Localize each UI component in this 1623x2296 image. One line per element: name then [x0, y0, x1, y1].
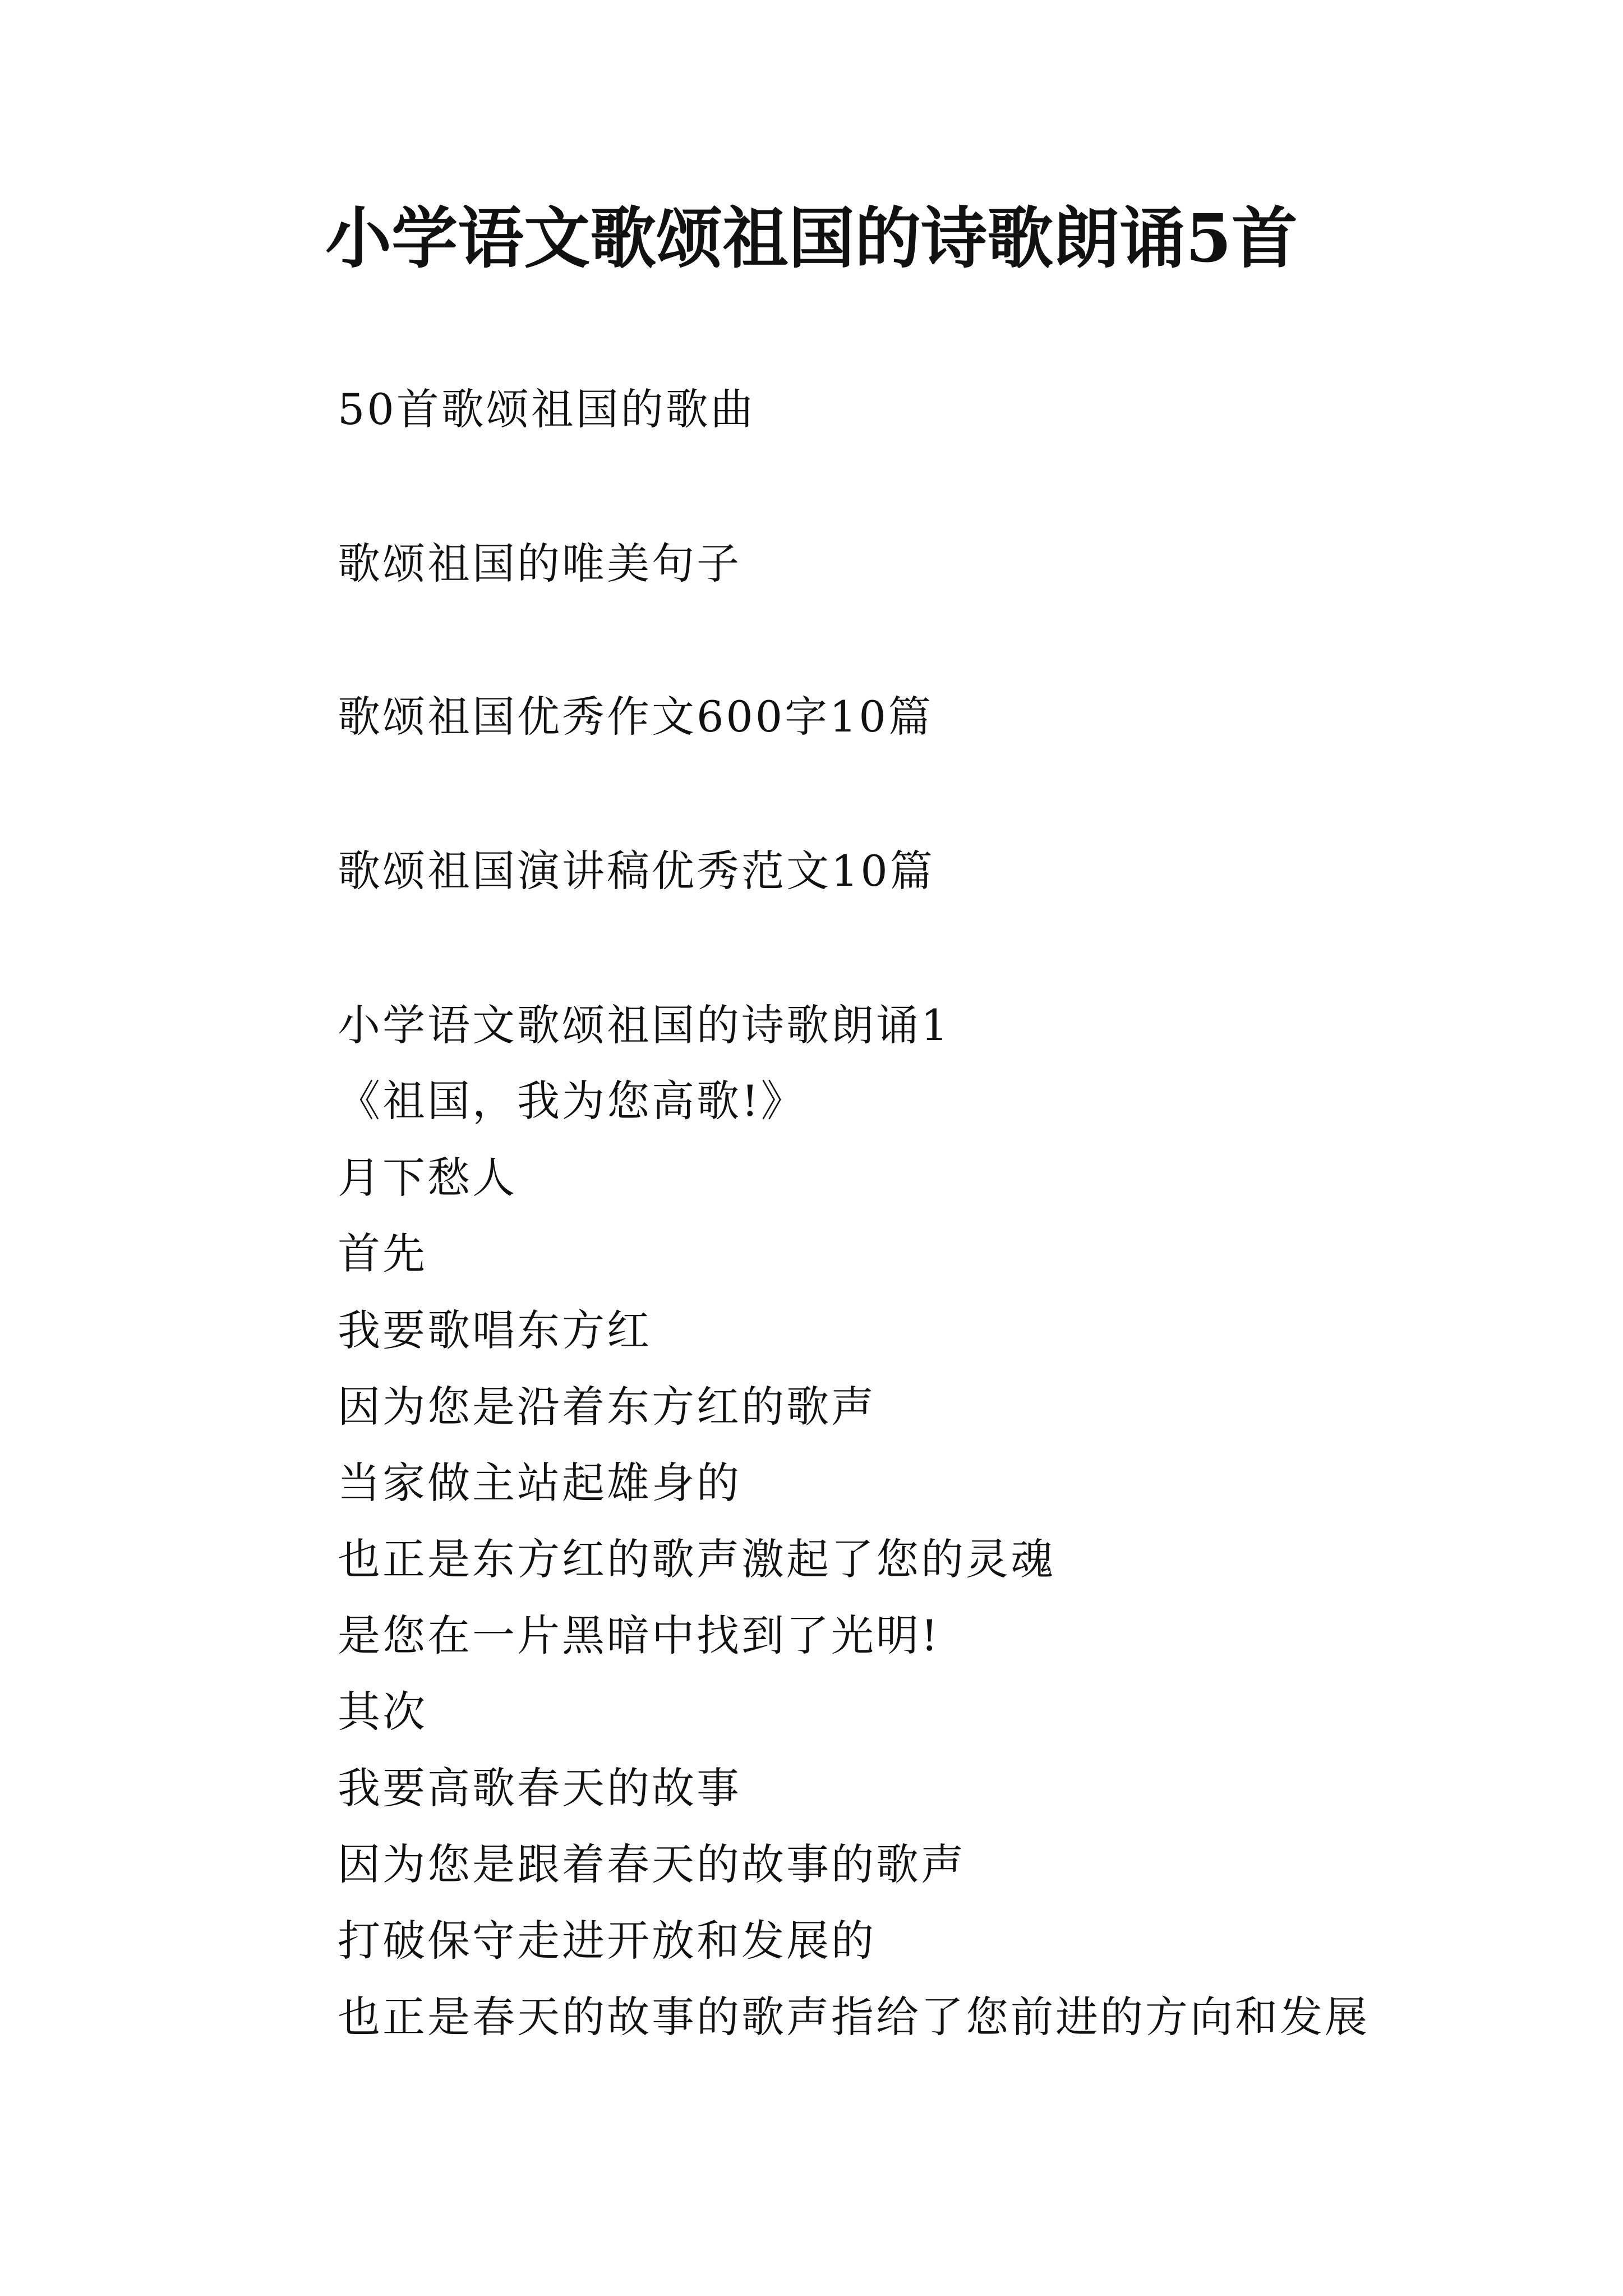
- section-heading: 小学语文歌颂祖国的诗歌朗诵1: [338, 1000, 951, 1050]
- poem-line: 其次: [338, 1687, 427, 1737]
- poem-line: 因为您是跟着春天的故事的歌声: [338, 1839, 966, 1889]
- poem-line: 因为您是沿着东方红的歌声: [338, 1382, 876, 1432]
- related-link-essays[interactable]: 歌颂祖国优秀作文600字10篇: [338, 692, 933, 742]
- page-title: 小学语文歌颂祖国的诗歌朗诵5首: [325, 199, 1298, 277]
- poem-line: 也正是春天的故事的歌声指给了您前进的方向和发展: [338, 1992, 1370, 2042]
- poem-line: 首先: [338, 1228, 427, 1278]
- related-link-songs[interactable]: 50首歌颂祖国的歌曲: [338, 384, 755, 434]
- related-link-sentences[interactable]: 歌颂祖国的唯美句子: [338, 539, 741, 588]
- poem-line: 打破保守走进开放和发展的: [338, 1916, 876, 1966]
- poem-line: 当家做主站起雄身的: [338, 1458, 741, 1508]
- poem-author: 月下愁人: [338, 1153, 517, 1203]
- poem-line: 也正是东方红的歌声激起了您的灵魂: [338, 1534, 1055, 1584]
- poem-line: 我要高歌春天的故事: [338, 1763, 741, 1813]
- poem-title: 《祖国，我为您高歌!》: [338, 1076, 806, 1126]
- poem-line: 是您在一片黑暗中找到了光明!: [338, 1611, 940, 1660]
- related-link-speeches[interactable]: 歌颂祖国演讲稿优秀范文10篇: [338, 846, 935, 896]
- poem-line: 我要歌唱东方红: [338, 1305, 652, 1355]
